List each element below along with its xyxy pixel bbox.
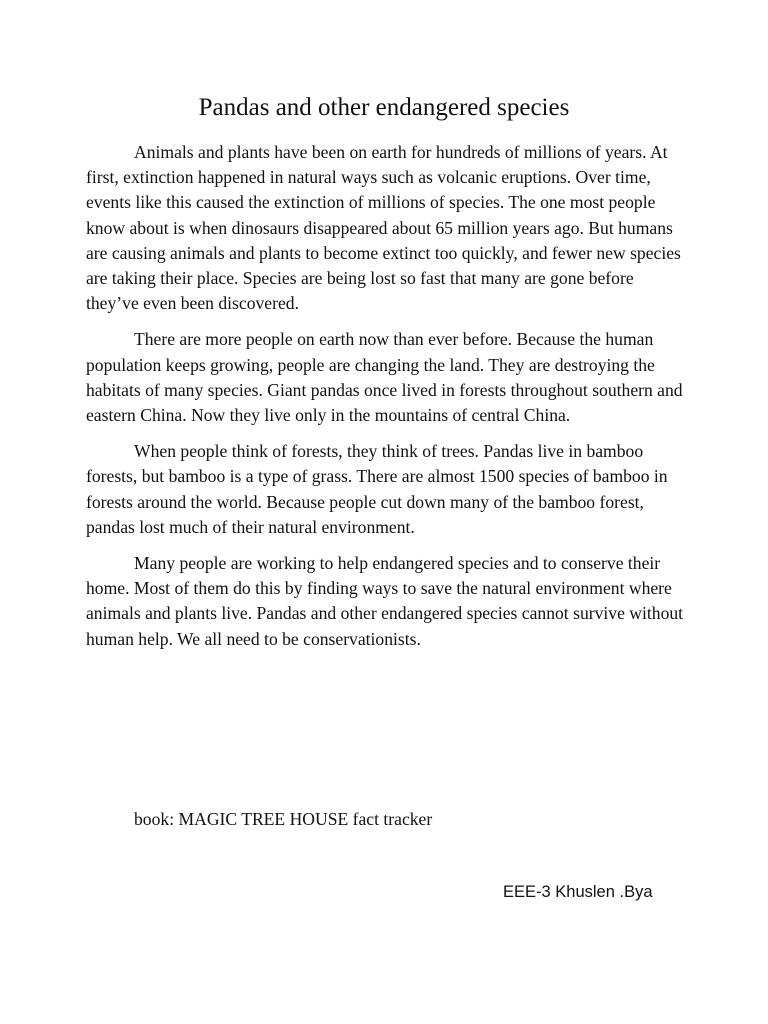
- document-body: [86, 140, 684, 663]
- author-signature: EEE-3 Khuslen .Bya: [503, 883, 653, 901]
- document-title: Pandas and other endangered species: [198, 94, 570, 121]
- paragraph-2: There are more people on earth now than ever before. Because the human population keeps growing, people are changing the land. They are destroying the habitats of many species. Giant pandas once lived in forests throughout southern and eastern China. Now they live only in the mountains of central China.: [86, 329, 683, 426]
- source-citation: book: MAGIC TREE HOUSE fact tracker: [134, 809, 433, 829]
- paragraph-3: When people think of forests, they think of trees. Pandas live in bamboo forests, but bamboo is a type of grass. There are almost 1500 species of bamboo in forests around the world. Because people cut down many of the bamboo forest, pandas lost much of their natural environment.: [86, 441, 668, 537]
- paragraph-4: Many people are working to help endangered species and to conserve their home. Most of them do this by finding ways to save the natural environment where animals and plants live. Pandas and other endangered species cannot survive without human help. We all need to be conservationists.: [86, 553, 684, 649]
- paragraph-1: Animals and plants have been on earth for hundreds of millions of years. At first, extinction happened in natural ways such as volcanic eruptions. Over time, events like this caused the extinction of millions of species. The one most people know about is when dinosaurs disappeared about 65 million years ago. But humans are causing animals and plants to become extinct too quickly, and fewer new species are taking their place. Species are being lost so fast that many are gone before they’ve even been discovered.: [86, 142, 681, 314]
